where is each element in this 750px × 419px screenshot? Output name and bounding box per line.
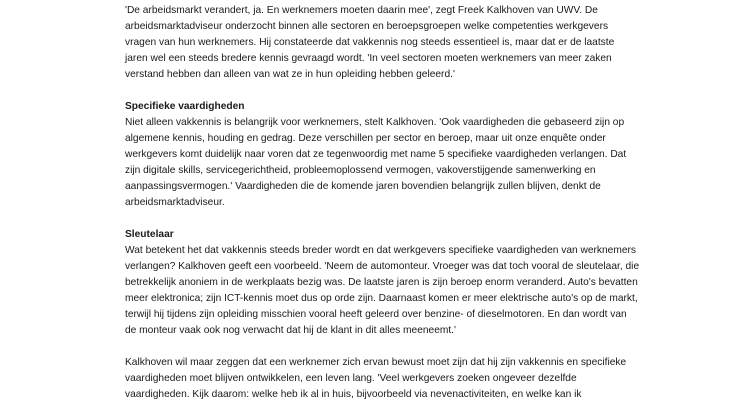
text-line: werkgevers komt duidelijk naar voren dat ze tegenwoordig met name 5 specifieke vaardigheden verlangen. Dat [125, 149, 627, 160]
text-line: de monteur vaak ook nog verwacht dat hij de klant in dit alles meeneemt.' [125, 325, 456, 336]
paragraph-sleutelaar [125, 243, 640, 339]
text-line: vaardigheden. Kijk daarom: welke heb ik al in huis, bijvoorbeeld via nevenactiviteiten, en welke kan ik [125, 389, 582, 400]
text-line: Wat betekent het dat vakkennis steeds breder wordt en dat werkgevers specifieke vaardigheden van werknemers [125, 245, 636, 256]
text-line: verstand hebben dan alleen van wat ze in hun opleiding hebben geleerd.' [125, 69, 455, 80]
text-line: jaren wel een steeds bredere kennis gevraagd wordt. 'In veel sectoren moeten werknemers van meer zaken [125, 53, 612, 64]
text-line: arbeidsmarktadviseur. [125, 197, 225, 208]
text-line: betrekkelijk anoniem in de werkplaats bezig was. De laatste jaren is zijn beroep enorm veranderd. Auto's bevatten [125, 277, 638, 288]
text-line: verlangen? Kalkhoven geeft een voorbeeld. 'Neem de automonteur. Vroeger was dat toch vooral de sleutelaar, die [125, 261, 640, 272]
text-line: meer elektronica; zijn ICT-kennis moet dus op orde zijn. Daarnaast komen er meer elektrische auto's op de markt, [125, 293, 638, 304]
text-line: Kalkhoven wil maar zeggen dat een werknemer zich ervan bewust moet zijn dat hij zijn vakkennis en specifieke [125, 357, 627, 368]
section-heading-sleutelaar: Sleutelaar [125, 229, 174, 240]
paragraph-intro [125, 3, 625, 83]
text-line: zijn digitale skills, servicegerichtheid, probleemoplossend vermogen, vakoverstijgende samenwerking en [125, 165, 596, 176]
article-body [125, 0, 640, 419]
paragraph-leven-lang [125, 355, 625, 403]
text-line: aanpassingsvermogen.' Vaardigheden die de komende jaren bovendien belangrijk zullen blijven, denkt de [125, 181, 601, 192]
paragraph-vaardigheden [125, 115, 625, 211]
text-line: vaardigheden moet blijven ontwikkelen, een leven lang. 'Veel werkgevers zoeken ongeveer dezelfde [125, 373, 577, 384]
text-line: 'De arbeidsmarkt verandert, ja. En werknemers moeten daarin mee', zegt Freek Kalkhoven van UWV. De [125, 5, 598, 16]
text-line: vragen van hun werknemers. Hij constateerde dat vakkennis nog steeds essentieel is, maar dat er de laatste [125, 37, 615, 48]
section-heading-specifieke-vaardigheden: Specifieke vaardigheden [125, 101, 245, 112]
text-line: terwijl hij tijdens zijn opleiding misschien vooral heeft geleerd over benzine- of dieselmotoren. En dan wordt van [125, 309, 627, 320]
text-line: algemene kennis, houding en gedrag. Deze verschillen per sector en beroep, maar uit onze enquête onder [125, 133, 606, 144]
text-line: arbeidsmarktadviseur onderzocht binnen alle sectoren en beroepsgroepen welke competenties werkgevers [125, 21, 609, 32]
text-line: Niet alleen vakkennis is belangrijk voor werknemers, stelt Kalkhoven. 'Ook vaardigheden die gebaseerd zijn op [125, 117, 625, 128]
